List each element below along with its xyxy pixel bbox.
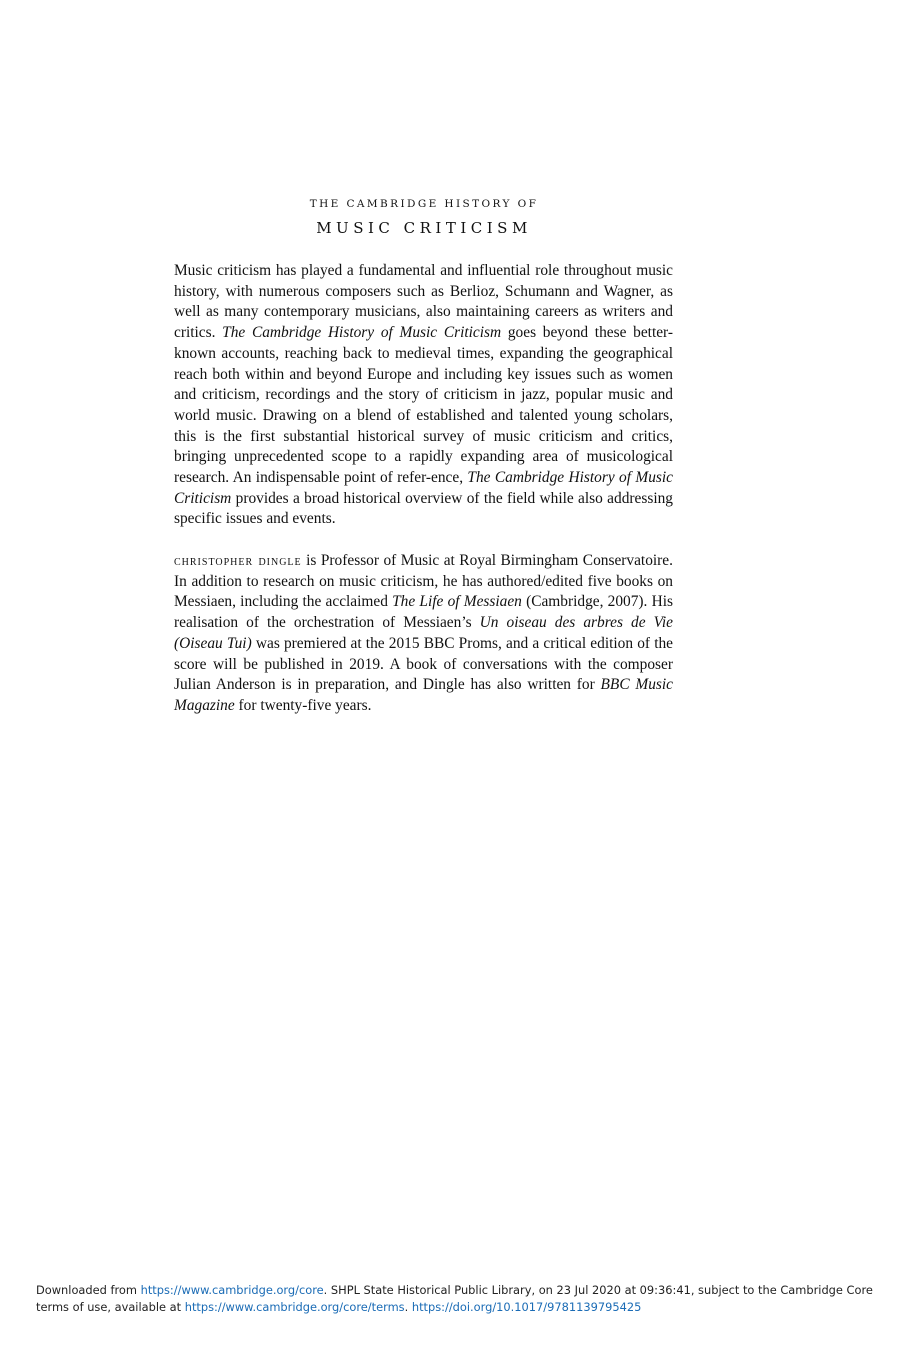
footer-text-2: . SHPL State Historical Public Library, on 23 Jul 2020 at 09:36:41, subject to the Cambridge Core terms of use, available at xyxy=(36,1283,873,1314)
blurb-book-title-2: The Cambridge History of Music Criticism xyxy=(174,469,673,507)
bio-text-1: is Professor of Music at Royal Birmingham Conservatoire. In addition to research on music criticism, he has authored/edited five books on Messiaen, including the acclaimed xyxy=(174,552,673,611)
bio-text-2: (Cambridge, 2007). His realisation of the orchestration of Messiaen’s xyxy=(174,593,673,632)
bio-work-2: Un oiseau des arbres de Vie (Oiseau Tui) xyxy=(174,614,673,652)
author-bio xyxy=(174,551,673,717)
bio-work-1: The Life of Messiaen xyxy=(392,593,522,611)
bio-text-3: was premiered at the 2015 BBC Proms, and a critical edition of the score will be published in 2019. A book of conversations with the composer Julian Anderson is in preparation, and Dingle has also written for xyxy=(174,634,673,694)
footer-text-1: Downloaded from xyxy=(36,1283,141,1297)
blurb-text-3: provides a broad historical overview of the field while also addressing specific issues and events. xyxy=(174,489,673,528)
download-footer xyxy=(36,1282,876,1316)
blurb-text-1: Music criticism has played a fundamental and influential role throughout music history, with numerous composers such as Berlioz, Schumann and Wagner, as well as many contemporary musicians, also maintaining careers as writers and critics. xyxy=(174,262,673,342)
terms-link[interactable]: https://www.cambridge.org/core/terms xyxy=(184,1300,405,1314)
blurb-text-2: goes beyond these better-known accounts, reaching back to medieval times, expanding the geographical reach both within and beyond Europe and including key issues such as women and criticism, recordings and the story of criticism in jazz, popular music and world music. Drawing on a blend of established and talented young scholars, this is the first substantial historical survey of music criticism and critics, bringing unprecedented scope to a rapidly expanding area of musicological research. An indispensable point of refer-ence, xyxy=(174,324,673,487)
doi-link[interactable]: https://doi.org/10.1017/9781139795425 xyxy=(411,1300,642,1314)
book-title: MUSIC CRITICISM xyxy=(316,219,532,237)
book-description xyxy=(174,261,673,530)
author-name: christopher dingle xyxy=(174,553,302,569)
series-heading: THE CAMBRIDGE HISTORY OF xyxy=(309,198,539,210)
cambridge-core-link[interactable]: https://www.cambridge.org/core xyxy=(140,1283,324,1297)
blurb-book-title-1: The Cambridge History of Music Criticism xyxy=(222,324,502,342)
bio-work-3: BBC Music Magazine xyxy=(174,676,673,714)
bio-text-4: for twenty-five years. xyxy=(234,696,372,714)
footer-text-3: . xyxy=(404,1300,412,1314)
